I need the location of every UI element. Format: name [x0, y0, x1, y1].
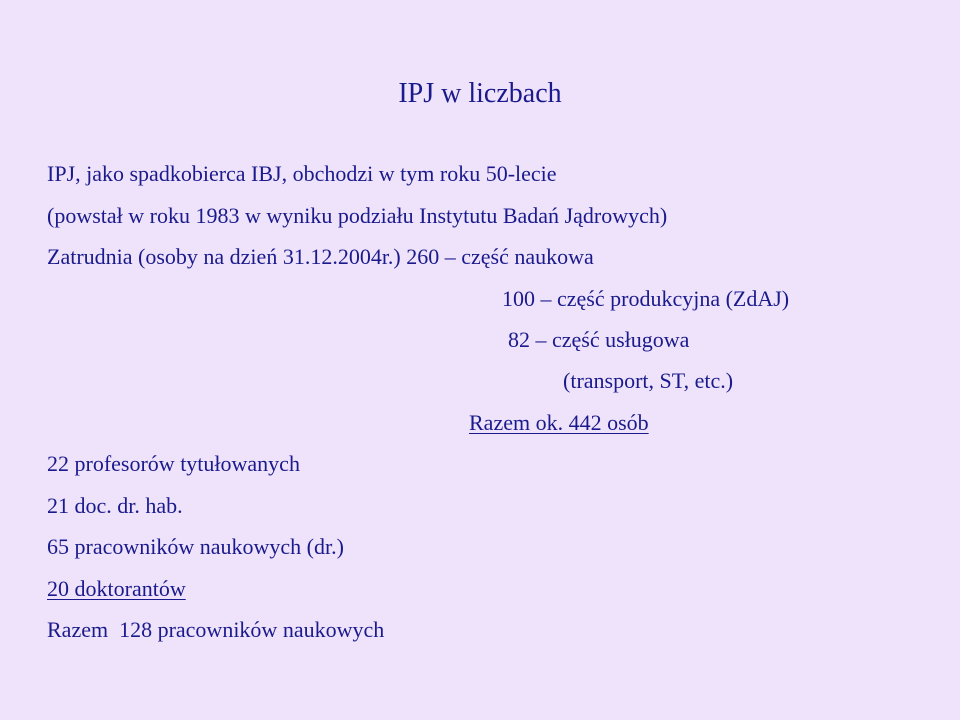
intro-line-1: IPJ, jako spadkobierca IBJ, obchodzi w tym roku 50-lecie — [47, 161, 557, 186]
employment-total: Razem ok. 442 osób — [469, 410, 649, 435]
employment-header: Zatrudnia (osoby na dzień 31.12.2004r.) 260 – część naukowa — [47, 244, 594, 269]
staff-habilitated: 21 doc. dr. hab. — [47, 493, 183, 518]
employment-services: 82 – część usługowa — [508, 327, 690, 352]
intro-line-2: (powstał w roku 1983 w wyniku podziału Instytutu Badań Jądrowych) — [47, 203, 668, 228]
staff-phd-students: 20 doktorantów — [47, 576, 186, 601]
employment-services-note: (transport, ST, etc.) — [563, 368, 734, 393]
slide-title: IPJ w liczbach — [398, 78, 562, 109]
employment-production: 100 – część produkcyjna (ZdAJ) — [502, 286, 790, 311]
staff-doctors: 65 pracowników naukowych (dr.) — [47, 534, 344, 559]
staff-professors: 22 profesorów tytułowanych — [47, 451, 300, 476]
staff-total: Razem 128 pracowników naukowych — [47, 617, 385, 642]
